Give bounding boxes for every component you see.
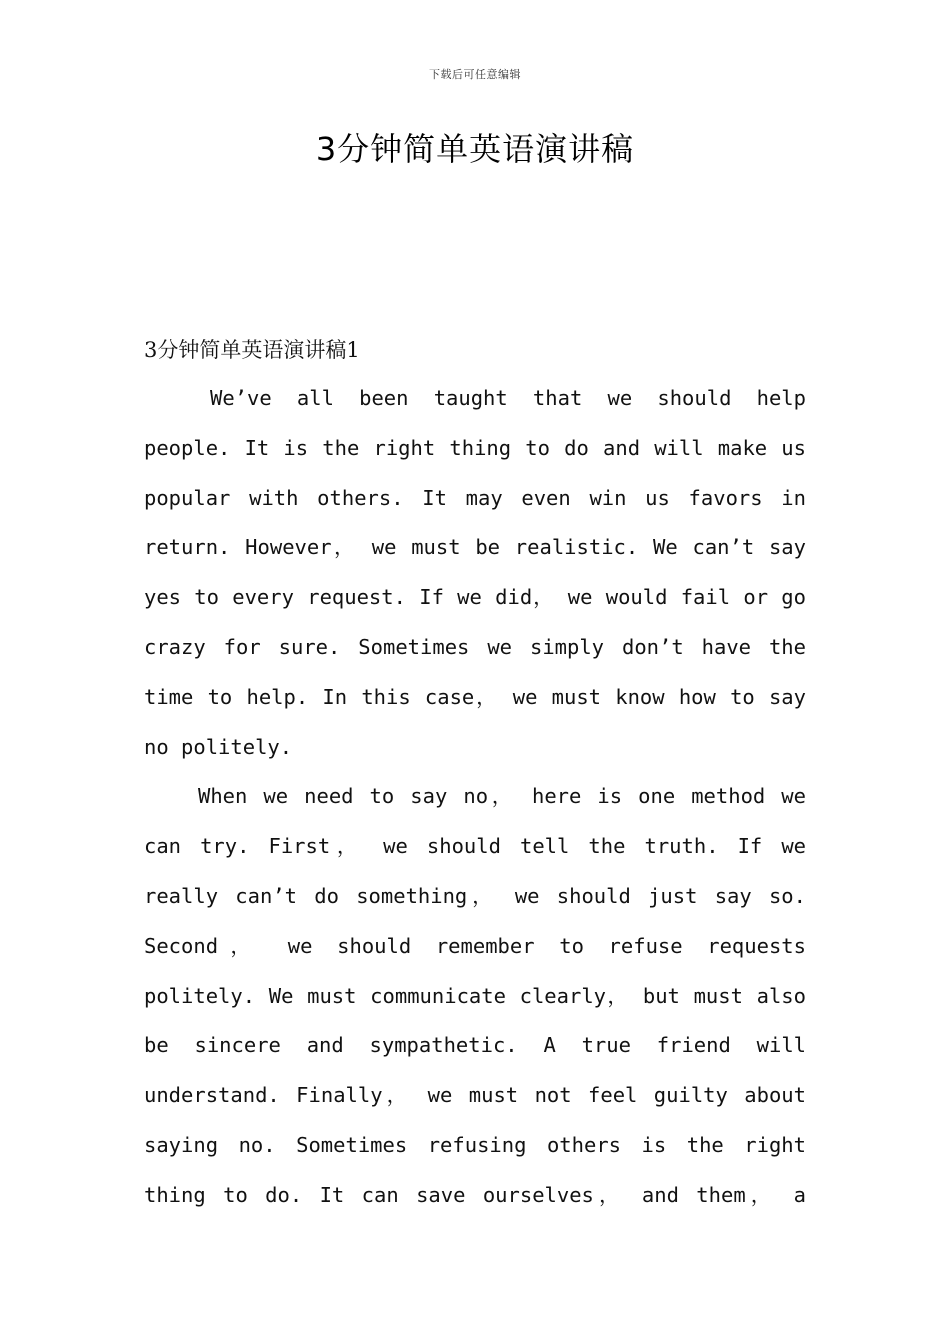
section-heading: 3分钟简单英语演讲稿1	[144, 338, 360, 362]
document-body	[144, 374, 806, 1221]
paragraph-2: When we need to say no， here is one method we can try. First， we should tell the truth. If we really can’t do something， we should just say so. Second， we should remember to refuse requests politely. We must communicate clearly， but must also be sincere and sympathetic. A true friend will understand. Finally， we must not feel guilty about saying no. Sometimes refusing others is the right thing to do. It can save ourselves， and them， a	[144, 784, 806, 1207]
document-title: 3分钟简单英语演讲稿	[315, 130, 635, 168]
paragraph-1: We’ve all been taught that we should help people. It is the right thing to do and will make us popular with others. It may even win us favors in return. However， we must be realistic. We can’t say yes to every request. If we did， we would fail or go crazy for sure. Sometimes we simply don’t have the time to help. In this case， we must know how to say no politely.	[144, 386, 806, 759]
header-note: 下载后可任意编辑	[429, 68, 521, 81]
